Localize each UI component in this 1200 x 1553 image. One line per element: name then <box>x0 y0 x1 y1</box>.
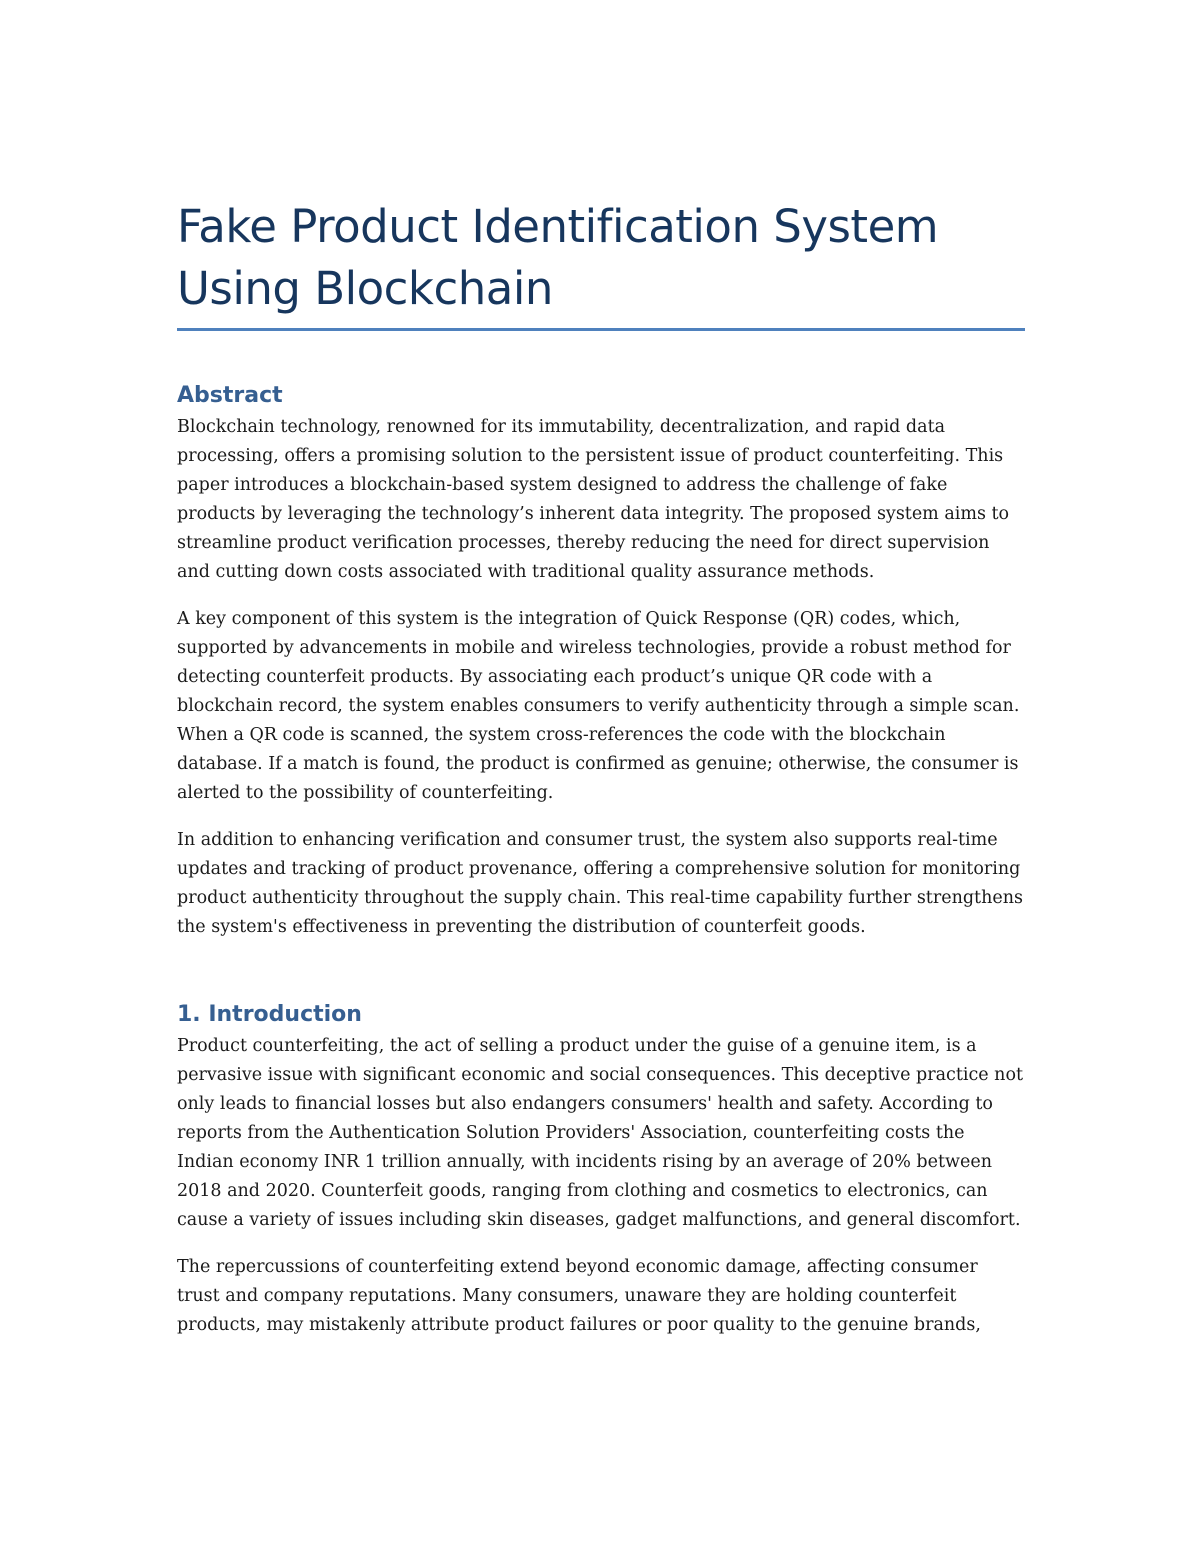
abstract-section <box>177 413 1025 942</box>
introduction-section <box>177 1032 1025 1340</box>
abstract-paragraph-3: In addition to enhancing verification and consumer trust, the system also supports real-time updates and tracking of product provenance, offering a comprehensive solution for monitoring product authenticity throughout the supply chain. This real-time capability further strengthens the system's effectiveness in preventing the distribution of counterfeit goods. <box>177 830 1023 937</box>
abstract-paragraph-1: Blockchain technology, renowned for its immutability, decentralization, and rapid data processing, offers a promising solution to the persistent issue of product counterfeiting. This paper introduces a blockchain-based system designed to address the challenge of fake products by leveraging the technology’s inherent data integrity. The proposed system aims to streamline product verification processes, thereby reducing the need for direct supervision and cutting down costs associated with traditional quality assurance methods. <box>177 417 1010 582</box>
document-title: Fake Product Identification System Using Blockchain <box>177 200 939 315</box>
title-underline-rule <box>177 328 1025 331</box>
introduction-paragraph-2: The repercussions of counterfeiting extend beyond economic damage, affecting consumer trust and company reputations. Many consumers, unaware they are holding counterfeit products, may mistakenly attribute product failures or poor quality to the genuine brands, <box>177 1257 981 1335</box>
abstract-heading: Abstract <box>177 383 283 408</box>
introduction-heading: 1. Introduction <box>177 1002 362 1027</box>
introduction-paragraph-1: Product counterfeiting, the act of selling a product under the guise of a genuine item, is a pervasive issue with significant economic and social consequences. This deceptive practice not only leads to financial losses but also endangers consumers' health and safety. According to reports from the Authentication Solution Providers' Association, counterfeiting costs the Indian economy INR 1 trillion annually, with incidents rising by an average of 20% between 2018 and 2020. Counterfeit goods, ranging from clothing and cosmetics to electronics, can cause a variety of issues including skin diseases, gadget malfunctions, and general discomfort. <box>177 1036 1024 1230</box>
document-body <box>177 196 1025 1340</box>
abstract-paragraph-2: A key component of this system is the integration of Quick Response (QR) codes, which, supported by advancements in mobile and wireless technologies, provide a robust method for detecting counterfeit products. By associating each product’s unique QR code with a blockchain record, the system enables consumers to verify authenticity through a simple scan. When a QR code is scanned, the system cross-references the code with the blockchain database. If a match is found, the product is confirmed as genuine; otherwise, the consumer is alerted to the possibility of counterfeiting. <box>177 609 1020 803</box>
